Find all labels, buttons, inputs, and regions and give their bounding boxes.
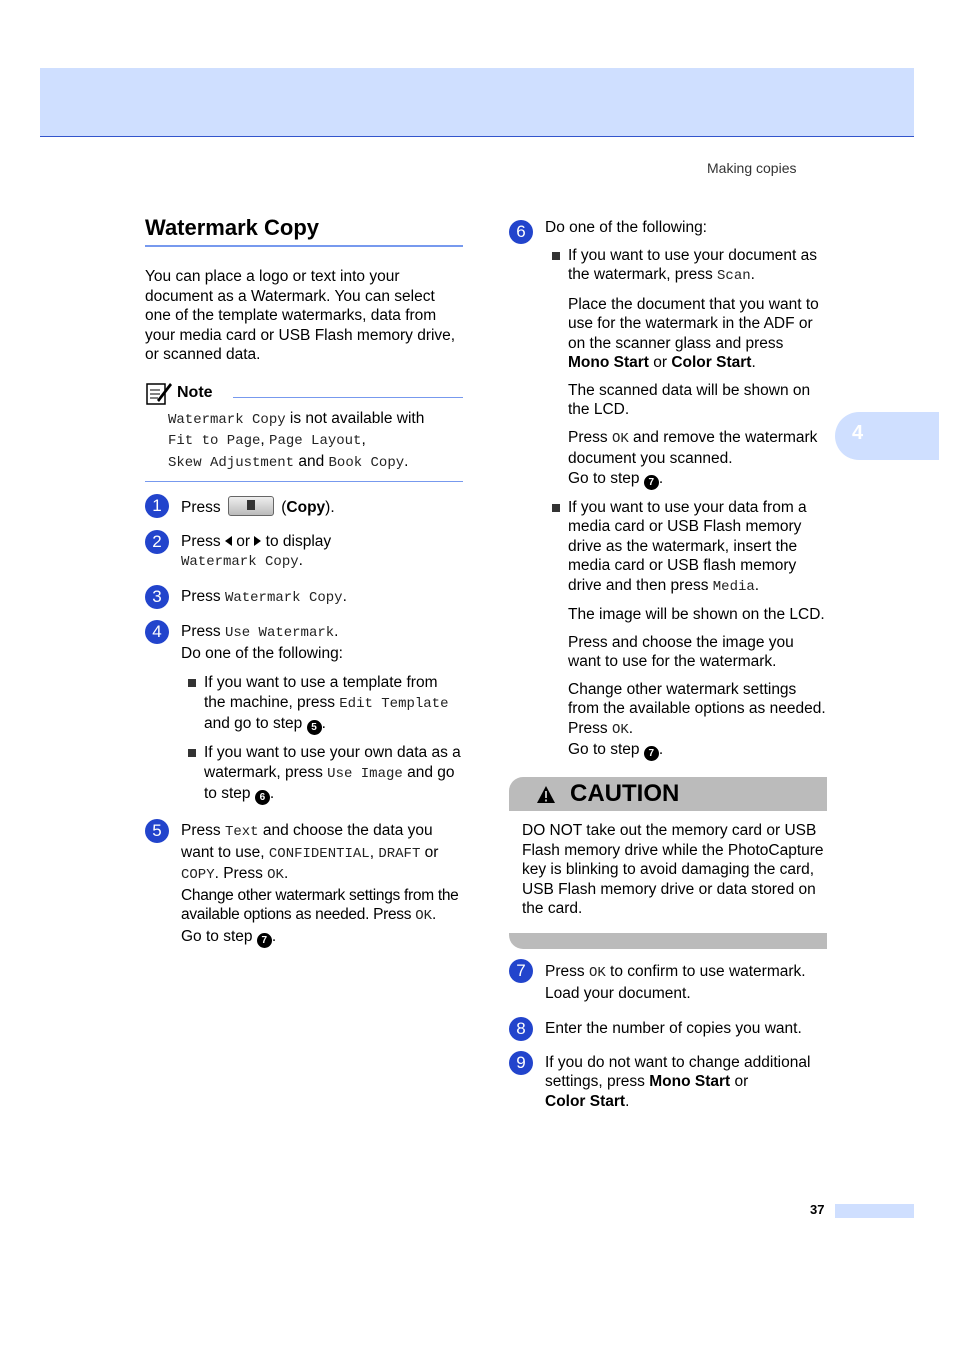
code-ok: OK bbox=[611, 721, 629, 738]
step-text: Press bbox=[545, 963, 589, 980]
step-text: or bbox=[420, 843, 439, 861]
right-column-continued bbox=[509, 961, 829, 1111]
step-text: . bbox=[271, 927, 277, 945]
step-text: . bbox=[432, 906, 437, 923]
step-6-b1-para-1 bbox=[545, 295, 829, 373]
step-number: 2 bbox=[145, 530, 169, 554]
step-number: 3 bbox=[145, 585, 169, 609]
note-comma-2: , bbox=[361, 431, 366, 448]
step-text: ). bbox=[325, 499, 335, 516]
para-text: Press and choose the image you want to use for the watermark. bbox=[568, 633, 794, 670]
note-pencil-icon bbox=[145, 380, 173, 406]
caution-footer bbox=[509, 933, 827, 949]
step-5 bbox=[145, 821, 463, 948]
para-text: . bbox=[751, 354, 756, 371]
note-label: Note bbox=[177, 383, 213, 401]
step-text: . bbox=[283, 865, 289, 882]
caution-text: DO NOT take out the memory card or USB Flash memory drive while the PhotoCapture key is blinking to avoid damaging the card, USB Flash memory drive or data stored on the card. bbox=[522, 822, 824, 917]
step-7 bbox=[509, 961, 829, 1003]
bullet-text: . bbox=[750, 266, 755, 283]
step-text: Change other watermark settings from the available options as needed. Press bbox=[181, 886, 459, 923]
mono-start-label: Mono Start bbox=[649, 1073, 731, 1090]
chapter-tab bbox=[835, 412, 939, 460]
page-number-bar bbox=[835, 1204, 914, 1218]
para-text: The image will be shown on the LCD. bbox=[568, 606, 825, 623]
bullet-text: and go to step bbox=[204, 763, 455, 802]
bullet-text: If you want to use a template from the machine, press bbox=[204, 674, 438, 711]
para-text: Place the document that you want to use for the watermark in the ADF or on the scanner glass and press bbox=[568, 295, 819, 352]
step-8 bbox=[509, 1019, 829, 1039]
step-text: to display bbox=[261, 532, 332, 550]
code-page-layout: Page Layout bbox=[269, 433, 362, 449]
step-text: or bbox=[730, 1073, 749, 1090]
step-text: Press bbox=[181, 499, 225, 516]
color-start-label: Color Start bbox=[671, 354, 752, 371]
step-number: 8 bbox=[509, 1017, 533, 1041]
code-use-image: Use Image bbox=[327, 765, 403, 782]
step-number: 6 bbox=[509, 220, 533, 244]
caution-header bbox=[509, 777, 827, 811]
para-text: . bbox=[658, 469, 664, 487]
step-ref-5: 5 bbox=[307, 720, 322, 735]
para-text: Go to step bbox=[568, 469, 644, 487]
step-8-text: Enter the number of copies you want. bbox=[545, 1020, 802, 1037]
para-text: or bbox=[648, 354, 672, 371]
step-3-text bbox=[181, 587, 463, 609]
step-text: Press bbox=[181, 822, 225, 839]
note-text bbox=[168, 409, 463, 474]
code-skew-adjustment: Skew Adjustment bbox=[168, 454, 295, 471]
step-text: . bbox=[342, 587, 347, 605]
bullet-text: If you want to use your own data as a watermark, press bbox=[204, 744, 461, 781]
note-box bbox=[145, 379, 463, 483]
code-watermark-copy: Watermark Copy bbox=[181, 554, 299, 570]
code-ok: OK bbox=[588, 965, 606, 981]
step-text: . bbox=[625, 1092, 630, 1110]
step-ref-6: 6 bbox=[255, 790, 270, 805]
code-edit-template: Edit Template bbox=[339, 695, 449, 712]
copy-key-label: Copy bbox=[286, 499, 326, 516]
running-header: Making copies bbox=[707, 160, 797, 176]
step-1 bbox=[145, 496, 463, 518]
step-6-b2-para-1 bbox=[545, 605, 829, 625]
caution-body bbox=[522, 821, 828, 919]
code-watermark-copy: Watermark Copy bbox=[168, 411, 286, 428]
step-9 bbox=[509, 1053, 829, 1112]
step-ref-7: 7 bbox=[257, 933, 272, 948]
code-book-copy: Book Copy bbox=[328, 454, 405, 471]
para-text: . bbox=[658, 741, 664, 758]
code-copy: COPY bbox=[181, 867, 215, 883]
step-text: Do one of the following: bbox=[181, 644, 343, 662]
bullet-text: If you want to use your document as the watermark, press bbox=[568, 246, 817, 283]
step-3 bbox=[145, 587, 463, 609]
warning-triangle-icon bbox=[536, 785, 556, 805]
bullet-text: and go to step bbox=[204, 715, 307, 732]
step-text: Press bbox=[181, 532, 225, 550]
step-4-bullet-1 bbox=[181, 673, 463, 735]
para-text: and remove the watermark document you scanned. bbox=[568, 428, 818, 467]
page-number: 37 bbox=[810, 1202, 825, 1217]
section-title: Watermark Copy bbox=[145, 215, 463, 247]
step-5-text bbox=[181, 821, 463, 948]
step-6-b2-para-2 bbox=[545, 633, 829, 672]
mono-start-label: Mono Start bbox=[568, 354, 649, 371]
note-text-1: is not available with bbox=[285, 409, 425, 427]
note-rule bbox=[233, 397, 463, 398]
step-text: Press bbox=[181, 623, 225, 640]
step-4-bullet-2 bbox=[181, 743, 463, 805]
note-end: . bbox=[404, 452, 409, 470]
step-6-b2-para-3 bbox=[545, 680, 829, 762]
code-ok: OK bbox=[415, 908, 433, 924]
left-column bbox=[145, 215, 463, 948]
step-text: ( bbox=[281, 499, 287, 516]
para-text: The scanned data will be shown on the LCD. bbox=[568, 381, 811, 418]
note-comma: , bbox=[260, 431, 270, 448]
right-column bbox=[509, 212, 829, 761]
note-and: and bbox=[294, 452, 329, 470]
left-arrow-icon bbox=[225, 536, 232, 546]
step-1-text bbox=[181, 496, 463, 518]
step-text: . bbox=[298, 552, 303, 569]
copy-key-icon bbox=[228, 496, 274, 516]
bullet-text: If you want to use your data from a media card or USB Flash memory drive as the watermark, insert the media card or USB flash memory drive and then press bbox=[568, 498, 807, 594]
step-text: Press bbox=[181, 587, 225, 605]
para-text: Go to step bbox=[568, 741, 644, 758]
bullet-text: . bbox=[269, 785, 275, 802]
step-number: 9 bbox=[509, 1051, 533, 1075]
step-ref-7: 7 bbox=[644, 475, 659, 490]
step-4-text bbox=[181, 622, 463, 663]
step-text: If you do not want to change additional settings, press bbox=[545, 1053, 811, 1090]
step-2 bbox=[145, 532, 463, 573]
step-text: Go to step bbox=[181, 927, 257, 945]
code-use-watermark: Use Watermark bbox=[224, 625, 335, 641]
bullet-text: . bbox=[754, 576, 760, 594]
code-confidential: CONFIDENTIAL bbox=[268, 845, 370, 862]
step-4 bbox=[145, 622, 463, 805]
step-text: or bbox=[231, 532, 255, 550]
step-number: 5 bbox=[145, 819, 169, 843]
top-band bbox=[40, 68, 914, 137]
para-text: Press bbox=[568, 719, 612, 737]
step-2-text bbox=[181, 532, 463, 573]
step-6-bullet-2 bbox=[545, 498, 829, 598]
code-media: Media bbox=[712, 578, 755, 595]
step-number: 1 bbox=[145, 494, 169, 518]
code-ok: OK bbox=[611, 430, 629, 447]
step-number: 7 bbox=[509, 959, 533, 983]
step-text: to confirm to use watermark. Load your document. bbox=[545, 963, 806, 1002]
step-6-bullet-1 bbox=[545, 246, 829, 287]
caution-label: CAUTION bbox=[570, 780, 680, 807]
code-draft: DRAFT bbox=[378, 845, 421, 862]
para-text: Press bbox=[568, 428, 612, 446]
code-watermark-copy: Watermark Copy bbox=[224, 589, 343, 606]
step-text: . Press bbox=[214, 865, 268, 882]
code-text: Text bbox=[224, 824, 259, 840]
step-number: 4 bbox=[145, 620, 169, 644]
intro-paragraph: You can place a logo or text into your document as a Watermark. You can select one of the template watermarks, data from your media card or USB Flash memory drive, or scanned data. bbox=[145, 268, 456, 363]
step-text: and choose the data you want to use, bbox=[181, 822, 433, 861]
step-6-b1-para-3 bbox=[545, 428, 829, 490]
code-ok: OK bbox=[267, 867, 284, 883]
chapter-number: 4 bbox=[852, 422, 864, 444]
bullet-text: . bbox=[321, 715, 326, 732]
step-6 bbox=[509, 218, 829, 761]
code-fit-to-page: Fit to Page bbox=[168, 433, 261, 449]
para-text: . bbox=[628, 719, 634, 737]
step-text: . bbox=[334, 623, 339, 640]
para-text: Change other watermark settings from the available options as needed. bbox=[568, 680, 826, 717]
code-scan: Scan bbox=[717, 268, 751, 284]
step-6-b1-para-2 bbox=[545, 381, 829, 420]
step-text: , bbox=[369, 843, 379, 861]
step-6-text: Do one of the following: bbox=[545, 219, 707, 236]
color-start-label: Color Start bbox=[545, 1092, 626, 1110]
step-ref-7: 7 bbox=[644, 746, 659, 761]
